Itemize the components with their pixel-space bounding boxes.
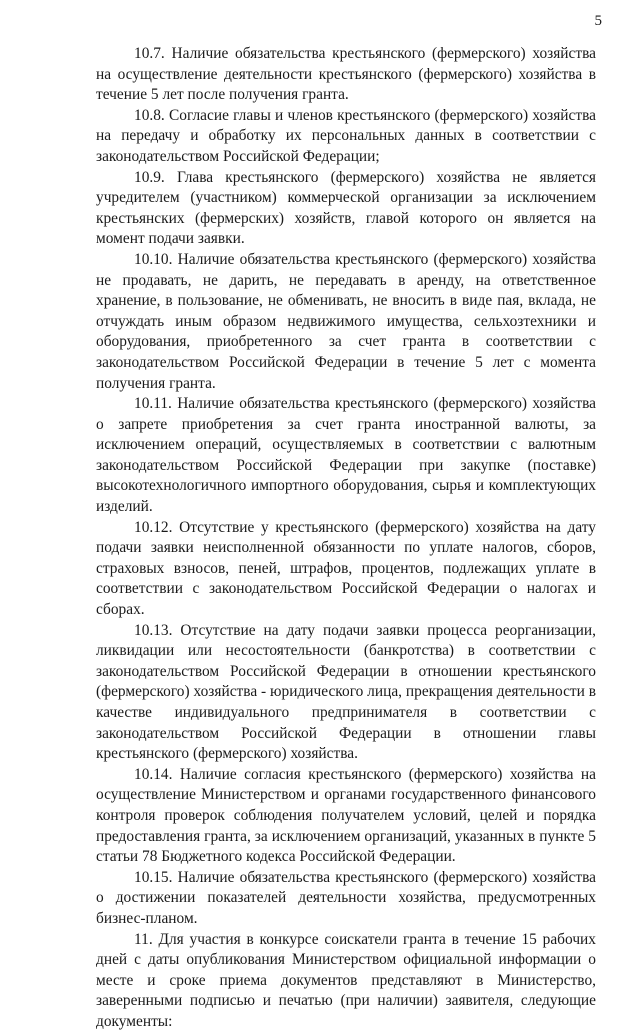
paragraph-10-13: 10.13. Отсутствие на дату подачи заявки процесса реорганизации, ликвидации или несостоятельности (банкротства) в соответствии с законодательством Российской Федерации в отношении крестьянского (фермерского) хозяйства - юридического лица, прекращения деятельности в качестве индивидуального предпринимателя в соответствии с законодательством Российской Федерации в отношении главы крестьянского (фермерского) хозяйства. bbox=[96, 621, 596, 763]
paragraph-10-11: 10.11. Наличие обязательства крестьянского (фермерского) хозяйства о запрете приобретения за счет гранта иностранной валюты, за исключением операций, осуществляемых в соответствии с валютным законодательством Российской Федерации при закупке (поставке) высокотехнологичного импортного оборудования, сырья и комплектующих изделий. bbox=[96, 395, 596, 516]
paragraph-10-7: 10.7. Наличие обязательства крестьянского (фермерского) хозяйства на осуществление деятельности крестьянского (фермерского) хозяйства в течение 5 лет после получения гранта. bbox=[96, 45, 596, 104]
paragraph-10-10: 10.10. Наличие обязательства крестьянского (фермерского) хозяйства не продавать, не дарить, не передавать в аренду, на ответственное хранение, в пользование, не обменивать, не вносить в виде пая, вклада, не отчуждать иным образом недвижимого имущества, сельхозтехники и оборудования, приобретенного за счет гранта в соответствии с законодательством Российской Федерации в течение 5 лет с момента получения гранта. bbox=[96, 250, 596, 392]
paragraph-10-8: 10.8. Согласие главы и членов крестьянского (фермерского) хозяйства на передачу и обработку их персональных данных в соответствии с законодательством Российской Федерации; bbox=[96, 106, 596, 165]
page-number: 5 bbox=[594, 13, 602, 29]
document-body bbox=[96, 44, 596, 1033]
paragraph-10-14: 10.14. Наличие согласия крестьянского (фермерского) хозяйства на осуществление Министерством и органами государственного финансового контроля проверок соблюдения получателем условий, целей и порядка предоставления гранта, за исключением организаций, указанных в пункте 5 статьи 78 Бюджетного кодекса Российской Федерации. bbox=[96, 765, 596, 866]
paragraph-10-15: 10.15. Наличие обязательства крестьянского (фермерского) хозяйства о достижении показателей деятельности хозяйства, предусмотренных бизнес-планом. bbox=[96, 868, 596, 927]
paragraph-10-12: 10.12. Отсутствие у крестьянского (фермерского) хозяйства на дату подачи заявки неисполненной обязанности по уплате налогов, сборов, страховых взносов, пеней, штрафов, процентов, подлежащих уплате в соответствии с законодательством Российской Федерации о налогах и сборах. bbox=[96, 518, 596, 619]
paragraph-10-9: 10.9. Глава крестьянского (фермерского) хозяйства не является учредителем (участником) коммерческой организации за исключением крестьянских (фермерских) хозяйств, главой которого он является на момент подачи заявки. bbox=[96, 168, 596, 248]
paragraph-11: 11. Для участия в конкурсе соискатели гранта в течение 15 рабочих дней с даты опубликования Министерством официальной информации о месте и сроке приема документов представляют в Министерство, заверенными подписью и печатью (при наличии) заявителя, следующие документы: bbox=[96, 930, 596, 1030]
